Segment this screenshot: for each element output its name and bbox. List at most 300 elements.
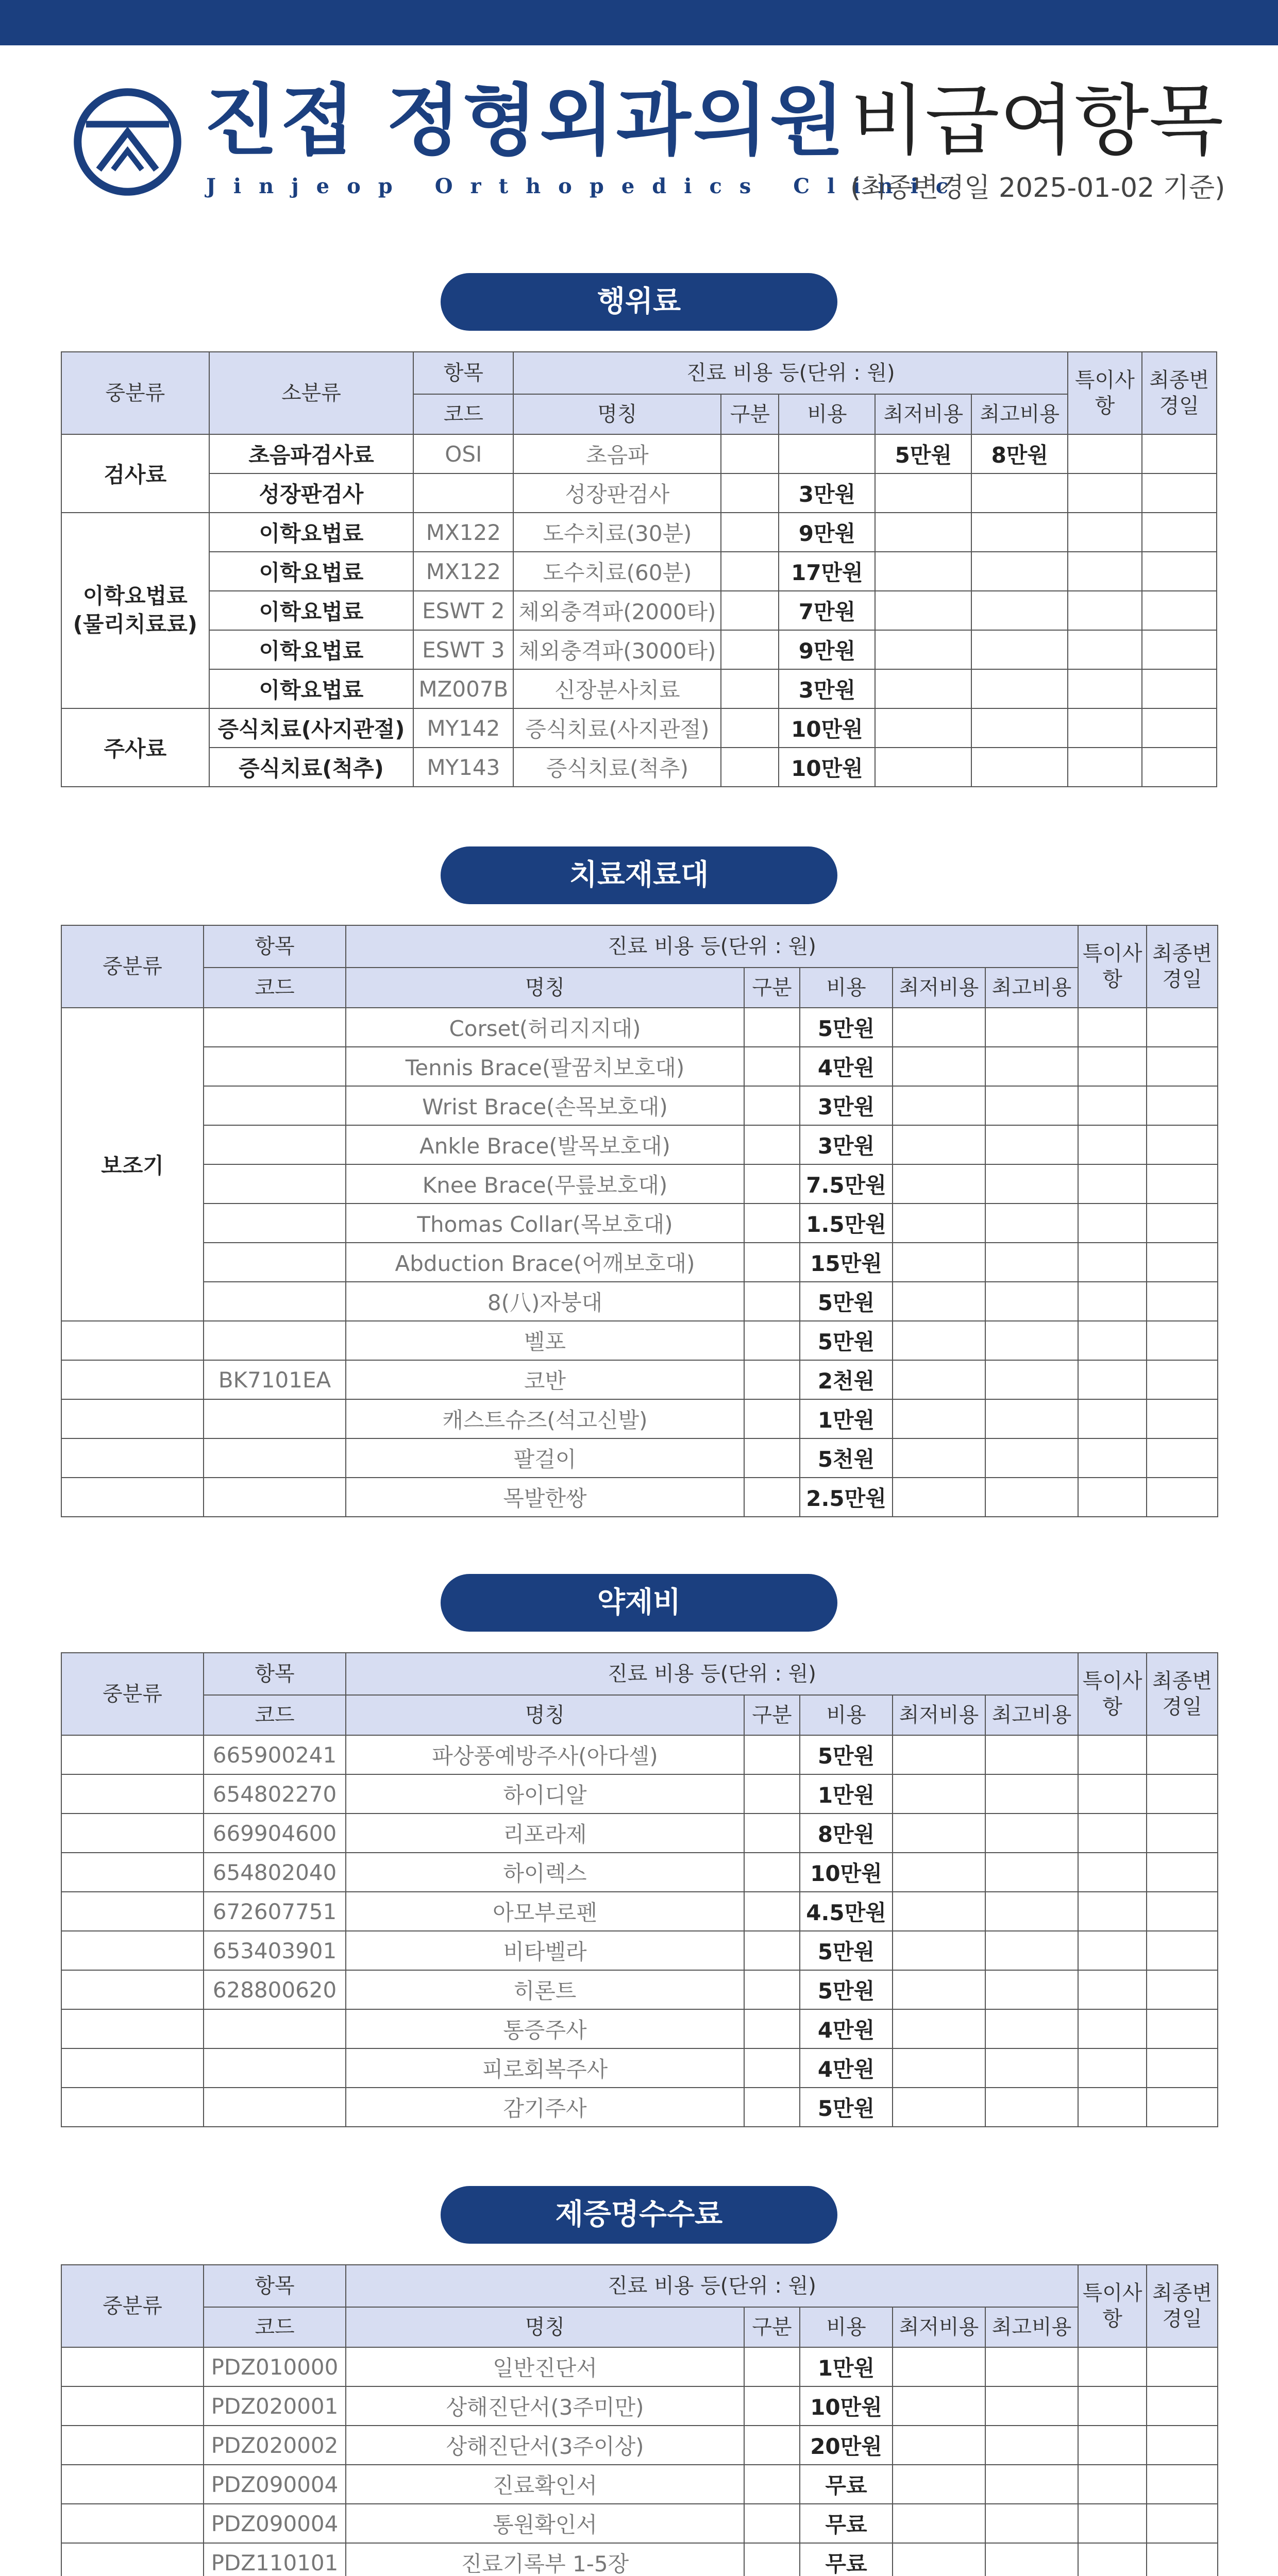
name-cell: 팔걸이: [346, 1438, 744, 1478]
changed-cell: [1147, 1735, 1218, 1774]
changed-cell: [1147, 1774, 1218, 1814]
changed-cell: [1147, 1282, 1218, 1321]
table-row: [61, 513, 1217, 552]
header-min-cost: 최저비용: [875, 394, 971, 434]
division-cell: [744, 1438, 800, 1478]
changed-cell: [1147, 1164, 1218, 1204]
min-cost-cell: [893, 1282, 985, 1321]
min-cost-cell: [893, 2347, 985, 2386]
name-cell: 벨포: [346, 1321, 744, 1360]
treatment-materials-table: [61, 925, 1218, 1517]
division-cell: [744, 1086, 800, 1125]
section-title-certificate-fees: 제증명수수료: [441, 2186, 837, 2244]
code-cell: 653403901: [204, 1931, 346, 1970]
table-row: [61, 2386, 1218, 2426]
header-code: 코드: [204, 2307, 346, 2347]
category-cell: [61, 2088, 204, 2127]
cost-cell: 5천원: [800, 1438, 893, 1478]
header-mid-category: 중분류: [61, 1653, 204, 1735]
category-cell: [61, 2465, 204, 2504]
header-fee-group: 진료 비용 등(단위 : 원): [346, 1653, 1078, 1695]
category-cell: [61, 2347, 204, 2386]
min-cost-cell: [875, 591, 971, 630]
sub-category-cell: 이학요법료: [209, 669, 414, 708]
category-cell: [61, 2543, 204, 2576]
name-cell: 상해진단서(3주미만): [346, 2386, 744, 2426]
cost-cell: 무료: [800, 2543, 893, 2576]
division-cell: [744, 1970, 800, 2009]
table-row: [61, 473, 1217, 513]
table-row: [61, 1892, 1218, 1931]
header-division: 구분: [744, 968, 800, 1008]
max-cost-cell: [985, 1360, 1078, 1399]
top-banner: [0, 0, 1278, 45]
code-cell: MZ007B: [413, 669, 513, 708]
table-row: [61, 2048, 1218, 2088]
max-cost-cell: [985, 1086, 1078, 1125]
max-cost-cell: [985, 1814, 1078, 1853]
min-cost-cell: [893, 1814, 985, 1853]
division-cell: [744, 1478, 800, 1517]
code-cell: [204, 1438, 346, 1478]
division-cell: [744, 1164, 800, 1204]
cost-cell: 4.5만원: [800, 1892, 893, 1931]
cost-cell: 5만원: [800, 1282, 893, 1321]
division-cell: [744, 1360, 800, 1399]
max-cost-cell: [971, 591, 1068, 630]
table-row: [61, 1086, 1218, 1125]
name-cell: Knee Brace(무릎보호대): [346, 1164, 744, 1204]
cost-cell: 1.5만원: [800, 1204, 893, 1243]
max-cost-cell: [971, 473, 1068, 513]
code-cell: ESWT 2: [413, 591, 513, 630]
division-cell: [721, 552, 779, 591]
division-cell: [721, 513, 779, 552]
note-cell: [1078, 1047, 1147, 1086]
header-item: 항목: [204, 1653, 346, 1695]
changed-cell: [1142, 630, 1217, 669]
code-cell: [204, 1047, 346, 1086]
name-cell: Tennis Brace(팔꿈치보호대): [346, 1047, 744, 1086]
name-cell: 성장판검사: [513, 473, 721, 513]
min-cost-cell: [893, 1970, 985, 2009]
table-row: [61, 1164, 1218, 1204]
sub-category-cell: 이학요법료: [209, 513, 414, 552]
note-cell: [1078, 2386, 1147, 2426]
table-row: [61, 2504, 1218, 2543]
header-item: 항목: [413, 352, 513, 394]
division-cell: [744, 2543, 800, 2576]
note-cell: [1078, 2504, 1147, 2543]
note-cell: [1068, 591, 1141, 630]
section-title-treatment-materials: 치료재료대: [441, 846, 837, 904]
sub-category-cell: 증식치료(사지관절): [209, 708, 414, 748]
table-row: [61, 1399, 1218, 1438]
note-cell: [1068, 552, 1141, 591]
category-cell: [61, 1321, 204, 1360]
header-cost: 비용: [800, 968, 893, 1008]
cost-cell: 10만원: [779, 748, 875, 787]
header-note: 특이사항: [1078, 925, 1147, 1008]
category-cell: [61, 1360, 204, 1399]
table-row: [61, 2426, 1218, 2465]
header-name: 명칭: [513, 394, 721, 434]
header-code: 코드: [413, 394, 513, 434]
header-sub-category: 소분류: [209, 352, 414, 434]
cost-cell: 10만원: [800, 1853, 893, 1892]
category-cell: [61, 1931, 204, 1970]
table-row: [61, 708, 1217, 748]
code-cell: MY143: [413, 748, 513, 787]
cost-cell: 5만원: [800, 2088, 893, 2127]
cost-cell: 3만원: [779, 473, 875, 513]
updated-date-note: (최종변경일 2025-01-02 기준): [850, 173, 1225, 204]
max-cost-cell: [985, 1243, 1078, 1282]
header-fee-group: 진료 비용 등(단위 : 원): [513, 352, 1068, 394]
note-cell: [1078, 1814, 1147, 1853]
code-cell: PDZ010000: [204, 2347, 346, 2386]
changed-cell: [1147, 2543, 1218, 2576]
note-cell: [1078, 1164, 1147, 1204]
note-cell: [1068, 708, 1141, 748]
changed-cell: [1147, 2347, 1218, 2386]
max-cost-cell: [985, 1970, 1078, 2009]
name-cell: 파상풍예방주사(아다셀): [346, 1735, 744, 1774]
header-item: 항목: [204, 925, 346, 968]
max-cost-cell: [971, 748, 1068, 787]
cost-cell: 7만원: [779, 591, 875, 630]
cost-cell: 5만원: [800, 1735, 893, 1774]
division-cell: [744, 1735, 800, 1774]
min-cost-cell: [893, 1438, 985, 1478]
note-cell: [1068, 630, 1141, 669]
header-changed-date: 최종변경일: [1147, 925, 1218, 1008]
note-cell: [1078, 2426, 1147, 2465]
cost-cell: 4만원: [800, 2009, 893, 2048]
name-cell: 도수치료(30분): [513, 513, 721, 552]
max-cost-cell: [985, 2504, 1078, 2543]
header-mid-category: 중분류: [61, 925, 204, 1008]
note-cell: [1078, 1735, 1147, 1774]
header-cost: 비용: [800, 1695, 893, 1735]
header-changed-date: 최종변경일: [1147, 1653, 1218, 1735]
header-note: 특이사항: [1078, 1653, 1147, 1735]
code-cell: [204, 2088, 346, 2127]
changed-cell: [1142, 434, 1217, 473]
table-row: [61, 748, 1217, 787]
changed-cell: [1147, 1047, 1218, 1086]
note-cell: [1078, 1360, 1147, 1399]
changed-cell: [1147, 1008, 1218, 1047]
category-cell: [61, 2048, 204, 2088]
header-fee-group: 진료 비용 등(단위 : 원): [346, 925, 1078, 968]
cost-cell: 10만원: [779, 708, 875, 748]
cost-cell: 9만원: [779, 513, 875, 552]
min-cost-cell: [893, 1399, 985, 1438]
category-cell: [61, 2386, 204, 2426]
header-cost: 비용: [779, 394, 875, 434]
header-item: 항목: [204, 2265, 346, 2307]
cost-cell: 10만원: [800, 2386, 893, 2426]
category-cell: 보조기: [61, 1008, 204, 1321]
code-cell: 665900241: [204, 1735, 346, 1774]
category-cell: [61, 1399, 204, 1438]
category-cell: 주사료: [61, 708, 209, 787]
note-cell: [1078, 2048, 1147, 2088]
min-cost-cell: [893, 1853, 985, 1892]
changed-cell: [1147, 2048, 1218, 2088]
code-cell: [413, 473, 513, 513]
note-cell: [1068, 513, 1141, 552]
division-cell: [744, 1243, 800, 1282]
min-cost-cell: [875, 630, 971, 669]
code-cell: PDZ020001: [204, 2386, 346, 2426]
cost-cell: 15만원: [800, 1243, 893, 1282]
table-row: [61, 1735, 1218, 1774]
code-cell: 669904600: [204, 1814, 346, 1853]
header-division: 구분: [721, 394, 779, 434]
table-row: [61, 1008, 1218, 1047]
name-cell: 비타벨라: [346, 1931, 744, 1970]
division-cell: [744, 2465, 800, 2504]
changed-cell: [1147, 2386, 1218, 2426]
category-cell: [61, 2504, 204, 2543]
cost-cell: 3만원: [800, 1086, 893, 1125]
changed-cell: [1147, 1853, 1218, 1892]
min-cost-cell: [893, 1735, 985, 1774]
category-cell: [61, 1478, 204, 1517]
header-name: 명칭: [346, 1695, 744, 1735]
min-cost-cell: [893, 2009, 985, 2048]
header-mid-category: 중분류: [61, 2265, 204, 2347]
clinic-name: 진접 정형외과의원: [204, 76, 847, 166]
table-row: [61, 2088, 1218, 2127]
category-cell: [61, 2009, 204, 2048]
name-cell: 진료기록부 1-5장: [346, 2543, 744, 2576]
name-cell: Thomas Collar(목보호대): [346, 1204, 744, 1243]
table-row: [61, 2347, 1218, 2386]
min-cost-cell: [875, 748, 971, 787]
code-cell: 628800620: [204, 1970, 346, 2009]
note-cell: [1078, 1970, 1147, 2009]
max-cost-cell: [985, 2048, 1078, 2088]
name-cell: 신장분사치료: [513, 669, 721, 708]
cost-cell: 20만원: [800, 2426, 893, 2465]
changed-cell: [1147, 1125, 1218, 1164]
table-row: [61, 434, 1217, 473]
header-max-cost: 최고비용: [985, 968, 1078, 1008]
code-cell: [204, 1321, 346, 1360]
header-min-cost: 최저비용: [893, 2307, 985, 2347]
cost-cell: 1만원: [800, 2347, 893, 2386]
changed-cell: [1147, 1243, 1218, 1282]
min-cost-cell: [875, 473, 971, 513]
code-cell: 654802040: [204, 1853, 346, 1892]
cost-cell: 5만원: [800, 1321, 893, 1360]
division-cell: [744, 1282, 800, 1321]
min-cost-cell: [893, 2465, 985, 2504]
procedure-fees-table: [61, 351, 1217, 787]
min-cost-cell: [875, 708, 971, 748]
division-cell: [744, 2504, 800, 2543]
cost-cell: 무료: [800, 2465, 893, 2504]
note-cell: [1078, 1282, 1147, 1321]
name-cell: 하이렉스: [346, 1853, 744, 1892]
clinic-name-english: Jinjeop Orthopedics Clinic: [206, 174, 966, 198]
table-row: [61, 1814, 1218, 1853]
category-cell: [61, 1853, 204, 1892]
changed-cell: [1147, 1399, 1218, 1438]
note-cell: [1078, 1125, 1147, 1164]
code-cell: OSI: [413, 434, 513, 473]
name-cell: Ankle Brace(발목보호대): [346, 1125, 744, 1164]
division-cell: [744, 1047, 800, 1086]
code-cell: [204, 1008, 346, 1047]
changed-cell: [1147, 1892, 1218, 1931]
header-note: 특이사항: [1068, 352, 1141, 434]
max-cost-cell: 8만원: [971, 434, 1068, 473]
category-cell: [61, 1774, 204, 1814]
code-cell: 654802270: [204, 1774, 346, 1814]
header-name: 명칭: [346, 2307, 744, 2347]
cost-cell: 17만원: [779, 552, 875, 591]
table-row: [61, 1321, 1218, 1360]
header-name: 명칭: [346, 968, 744, 1008]
max-cost-cell: [985, 1399, 1078, 1438]
max-cost-cell: [985, 1125, 1078, 1164]
division-cell: [744, 2426, 800, 2465]
header-fee-group: 진료 비용 등(단위 : 원): [346, 2265, 1078, 2307]
medication-fees-table: [61, 1652, 1218, 2127]
max-cost-cell: [985, 2543, 1078, 2576]
category-cell: [61, 1892, 204, 1931]
header-division: 구분: [744, 1695, 800, 1735]
section-title-procedure-fees: 행위료: [441, 273, 837, 331]
header-mid-category: 중분류: [61, 352, 209, 434]
header-max-cost: 최고비용: [985, 1695, 1078, 1735]
max-cost-cell: [971, 708, 1068, 748]
note-cell: [1078, 2465, 1147, 2504]
min-cost-cell: [893, 2048, 985, 2088]
min-cost-cell: [875, 513, 971, 552]
changed-cell: [1147, 2465, 1218, 2504]
note-cell: [1068, 473, 1141, 513]
min-cost-cell: [893, 2504, 985, 2543]
note-cell: [1078, 1321, 1147, 1360]
min-cost-cell: [893, 1931, 985, 1970]
name-cell: 감기주사: [346, 2088, 744, 2127]
max-cost-cell: [971, 552, 1068, 591]
header-code: 코드: [204, 1695, 346, 1735]
min-cost-cell: [893, 1125, 985, 1164]
division-cell: [721, 708, 779, 748]
division-cell: [744, 2088, 800, 2127]
code-cell: PDZ020002: [204, 2426, 346, 2465]
cost-cell: 9만원: [779, 630, 875, 669]
code-cell: MX122: [413, 552, 513, 591]
category-cell: 검사료: [61, 434, 209, 513]
name-cell: 도수치료(60분): [513, 552, 721, 591]
table-row: [61, 1774, 1218, 1814]
note-cell: [1078, 2347, 1147, 2386]
min-cost-cell: [893, 2088, 985, 2127]
note-cell: [1078, 1086, 1147, 1125]
min-cost-cell: [893, 1478, 985, 1517]
division-cell: [744, 1774, 800, 1814]
table-row: [61, 591, 1217, 630]
min-cost-cell: [893, 1774, 985, 1814]
note-cell: [1068, 434, 1141, 473]
table-row: [61, 1204, 1218, 1243]
changed-cell: [1147, 1360, 1218, 1399]
max-cost-cell: [985, 1735, 1078, 1774]
table-row: [61, 1047, 1218, 1086]
max-cost-cell: [985, 1931, 1078, 1970]
document-title: 비급여항목: [850, 76, 1224, 166]
name-cell: 증식치료(사지관절): [513, 708, 721, 748]
cost-cell: 5만원: [800, 1931, 893, 1970]
changed-cell: [1142, 473, 1217, 513]
note-cell: [1068, 748, 1141, 787]
min-cost-cell: [893, 1164, 985, 1204]
code-cell: [204, 2048, 346, 2088]
sub-category-cell: 증식치료(척추): [209, 748, 414, 787]
cost-cell: [779, 434, 875, 473]
changed-cell: [1142, 669, 1217, 708]
division-cell: [744, 1399, 800, 1438]
changed-cell: [1142, 513, 1217, 552]
table-row: [61, 1478, 1218, 1517]
cost-cell: 1만원: [800, 1774, 893, 1814]
code-cell: [204, 2009, 346, 2048]
header-min-cost: 최저비용: [893, 1695, 985, 1735]
min-cost-cell: [893, 1892, 985, 1931]
changed-cell: [1147, 1478, 1218, 1517]
sub-category-cell: 초음파검사료: [209, 434, 414, 473]
table-row: [61, 2009, 1218, 2048]
code-cell: [204, 1164, 346, 1204]
note-cell: [1078, 1438, 1147, 1478]
code-cell: [204, 1399, 346, 1438]
changed-cell: [1142, 708, 1217, 748]
header-division: 구분: [744, 2307, 800, 2347]
max-cost-cell: [971, 669, 1068, 708]
division-cell: [744, 2048, 800, 2088]
name-cell: 히론트: [346, 1970, 744, 2009]
division-cell: [744, 1125, 800, 1164]
min-cost-cell: 5만원: [875, 434, 971, 473]
note-cell: [1078, 1774, 1147, 1814]
cost-cell: 무료: [800, 2504, 893, 2543]
cost-cell: 2.5만원: [800, 1478, 893, 1517]
division-cell: [744, 2347, 800, 2386]
max-cost-cell: [985, 1282, 1078, 1321]
code-cell: [204, 1204, 346, 1243]
max-cost-cell: [985, 1047, 1078, 1086]
table-row: [61, 1243, 1218, 1282]
name-cell: Wrist Brace(손목보호대): [346, 1086, 744, 1125]
note-cell: [1078, 1853, 1147, 1892]
header-min-cost: 최저비용: [893, 968, 985, 1008]
cost-cell: 3만원: [779, 669, 875, 708]
section-title-medication-fees: 약제비: [441, 1574, 837, 1632]
code-cell: PDZ090004: [204, 2504, 346, 2543]
name-cell: 리포라제: [346, 1814, 744, 1853]
division-cell: [744, 1321, 800, 1360]
division-cell: [744, 1204, 800, 1243]
min-cost-cell: [875, 552, 971, 591]
name-cell: 체외충격파(2000타): [513, 591, 721, 630]
